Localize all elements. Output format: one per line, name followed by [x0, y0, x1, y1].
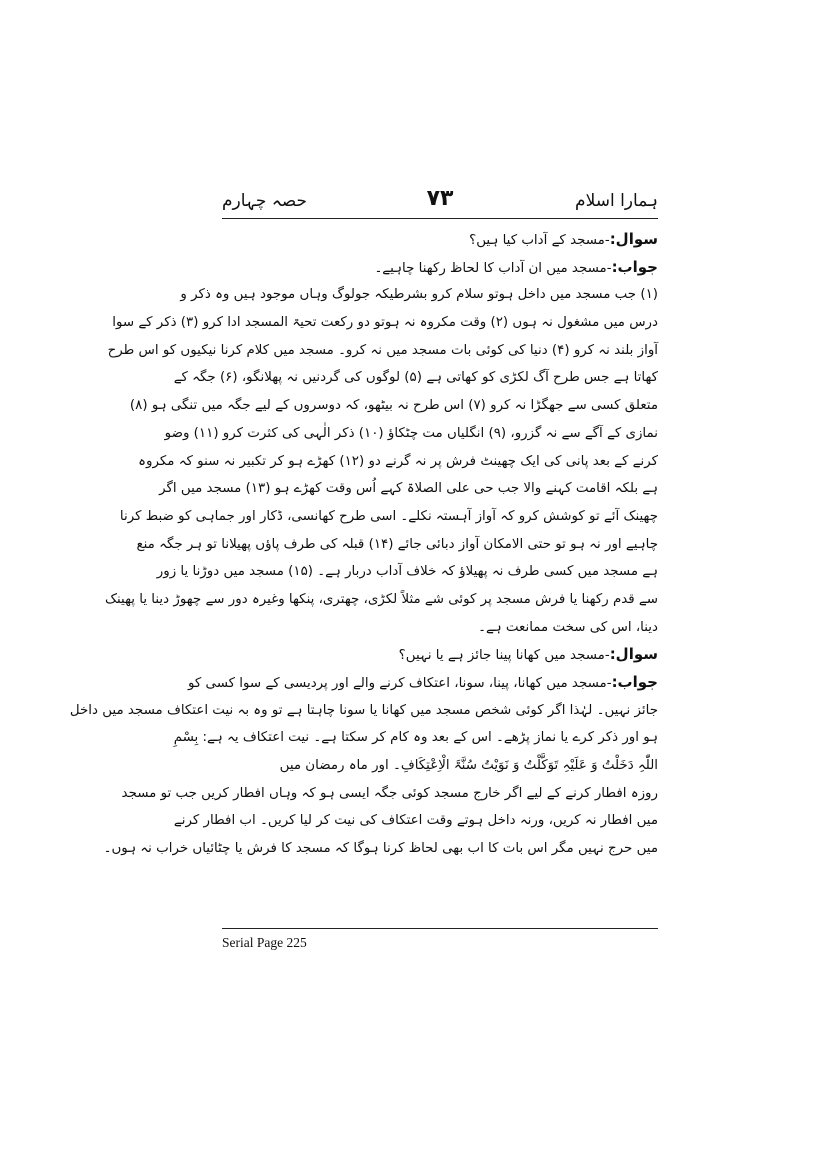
part-title: حصہ چہارم	[222, 191, 307, 211]
answer-1-line: ہے بلکہ اقامت کہنے والا جب حی علی الصلاۃ کہے اُس وقت کھڑے ہو (۱۳) مسجد میں اگر	[159, 481, 658, 497]
answer-2-first	[187, 669, 658, 697]
question-2	[222, 641, 658, 669]
answer-label: جواب:	[611, 257, 658, 276]
answer-2-line: جائز نہیں۔ لہٰذا اگر کوئی شخص مسجد میں کھانا یا سونا چاہتا ہے تو وہ بہ نیت اعتکاف مسجد میں داخل	[69, 702, 658, 718]
answer-1-line: درس میں مشغول نہ ہوں (۲) وقت مکروہ نہ ہوتو دو رکعت تحیۃ المسجد ادا کرو (۳) ذکر کے سوا	[112, 315, 658, 331]
answer-2-line: اللّٰہِ دَخَلْتُ وَ عَلَیْہِ تَوَکَّلْتُ وَ نَوَیْتُ سُنَّۃَ الْاِعْتِکَافِ۔ اور ماہ رمضان میں	[279, 758, 658, 774]
answer-1-line: سے قدم رکھنا یا فرش مسجد پر کوئی شے مثلاً لکڑی، چھتری، پنکھا وغیرہ دور سے چھوڑ دینا یا پھینک	[105, 591, 658, 607]
page-header	[222, 186, 658, 218]
answer-1-line: نمازی کے آگے سے نہ گزرو، (۹) انگلیاں مت چٹکاؤ (۱۰) ذکر الٰہی کی کثرت کرو (۱۱) وضو	[164, 425, 658, 441]
answer-2-line: روزہ افطار کرنے کے لیے اگر خارج مسجد کوئی جگہ ایسی ہو کہ وہاں افطار کریں جب تو مسجد	[121, 785, 658, 801]
answer-1-line: چاہیے اور نہ ہو تو حتی الامکان آواز دبائی جائے (۱۴) قبلہ کی طرف پاؤں پھیلانا تو ہر جگہ منع	[136, 536, 658, 552]
answer-1-line: چھینک آئے تو کوشش کرو کہ آواز آہستہ نکلے۔ اسی طرح کھانسی، ڈکار اور جماہی کو ضبط کرنا	[119, 508, 658, 524]
answer-1-intro	[222, 254, 658, 282]
answer-2-line: ہو اور ذکر کرے یا نماز پڑھے۔ اس کے بعد وہ کام کر سکتا ہے۔ نیت اعتکاف یہ ہے: بِسْمِ	[173, 730, 658, 746]
footer-rule	[222, 928, 658, 929]
serial-page-label: Serial Page 225	[222, 935, 307, 950]
answer-1-line: (۱) جب مسجد میں داخل ہوتو سلام کرو بشرطیکہ جولوگ وہاں موجود ہیں وہ ذکر و	[180, 287, 658, 303]
answer-intro-text: -مسجد میں ان آداب کا لحاظ رکھنا چاہیے۔	[374, 260, 612, 276]
page-body	[69, 226, 658, 863]
question-label: سوال:	[609, 645, 658, 664]
answer-1-line: آواز بلند نہ کرو (۴) دنیا کی کوئی بات مسجد میں نہ کرو۔ مسجد میں کلام کرنا نیکیوں کو اس طرح	[107, 342, 658, 358]
answer-1-line: کھاتا ہے جس طرح آگ لکڑی کو کھاتی ہے (۵) لوگوں کی گردنیں نہ پھلانگو، (۶) جگہ کے	[173, 370, 658, 386]
question-text: -مسجد میں کھانا پینا جائز ہے یا نہیں؟	[398, 648, 610, 664]
page-number: ۷۳	[426, 186, 454, 211]
book-title: ہمارا اسلام	[575, 191, 658, 211]
answer-2-line: میں افطار نہ کریں، ورنہ داخل ہوتے وقت اعتکاف کی نیت کر لیا کریں۔ اب افطار کرنے	[173, 813, 658, 829]
answer-1-line: دینا، اس کی سخت ممانعت ہے۔	[478, 619, 658, 635]
answer-1-line: متعلق کسی سے جھگڑا نہ کرو (۷) اس طرح نہ بیٹھو، کہ دوسروں کے لیے جگہ میں تنگی ہو (۸)	[129, 398, 658, 414]
question-label: سوال:	[609, 230, 658, 248]
answer-first-text: -مسجد میں کھانا، پینا، سونا، اعتکاف کرنے والے اور پردیسی کے سوا کسی کو	[187, 676, 612, 691]
answer-1-line: کرنے کے بعد پانی کی ایک چھینٹ فرش پر نہ گرنے دو (۱۲) کھڑے ہو کر تکبیر نہ سنو کہ مکروہ	[138, 453, 658, 469]
header-rule	[222, 218, 658, 219]
answer-2-line: میں حرج نہیں مگر اس بات کا اب بھی لحاظ کرنا ہوگا کہ مسجد کا فرش یا چٹائیاں خراب نہ ہوں۔	[103, 841, 658, 857]
answer-1-line: ہے مسجد میں کسی طرف نہ پھیلاؤ کہ خلاف آداب دربار ہے۔ (۱۵) مسجد میں دوڑنا یا زور	[156, 564, 658, 580]
answer-label: جواب:	[611, 673, 658, 691]
question-1	[222, 226, 658, 254]
question-text: -مسجد کے آداب کیا ہیں؟	[469, 233, 610, 248]
